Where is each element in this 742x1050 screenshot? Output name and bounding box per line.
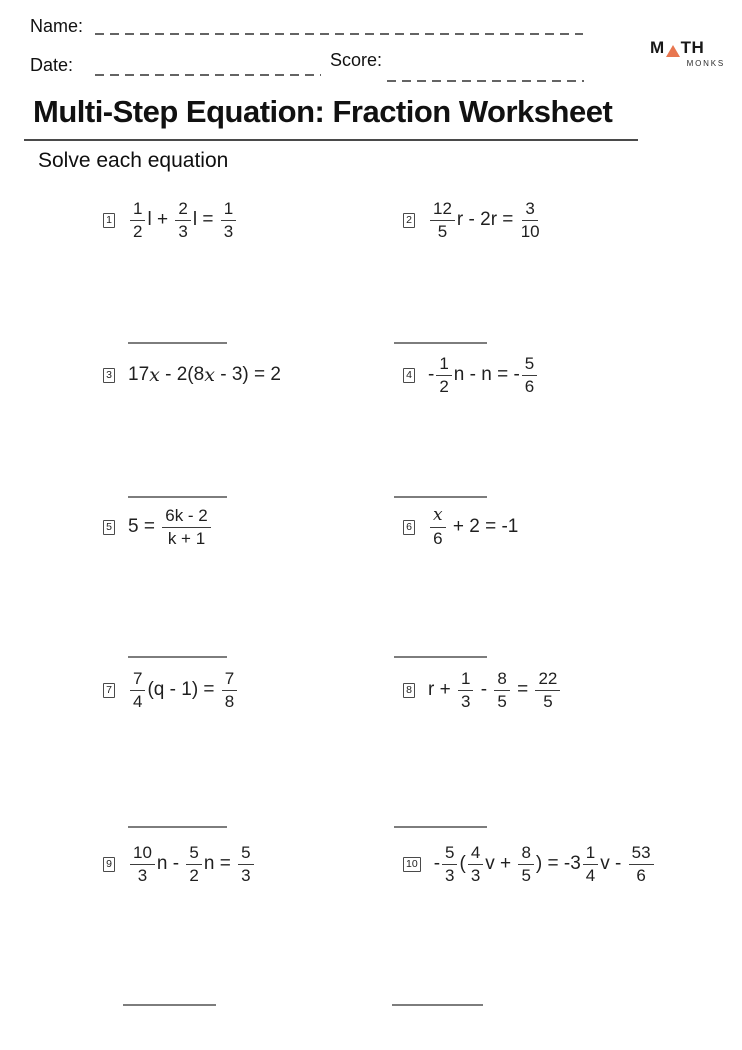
equation-fraction: $\frac{53}{6}$ [629, 844, 654, 885]
equation-4 [428, 355, 539, 396]
answer-line [128, 826, 227, 828]
equation-text: - 2(8 [159, 364, 205, 385]
equation-text: n - n = - [453, 364, 520, 385]
score-blank-line [387, 80, 584, 82]
answer-line [392, 1004, 483, 1006]
equation-fraction: $\frac{10}{3}$ [130, 844, 155, 885]
equation-text: n - [156, 853, 185, 874]
equation-fraction: $\frac{5}{3}$ [238, 844, 253, 885]
equation-6 [428, 504, 519, 548]
equation-text: v - [600, 853, 627, 874]
equation-fraction: $\frac{x}{6}$ [430, 507, 446, 548]
equation-fraction: $\frac{1}{4}$ [583, 844, 598, 885]
problem-number: 4 [403, 368, 415, 383]
answer-line [128, 496, 227, 498]
problem-4 [403, 347, 539, 403]
title-underline [24, 139, 638, 141]
answer-line [128, 656, 227, 658]
answer-line [394, 496, 487, 498]
problem-7 [103, 662, 239, 718]
equation-text: l + [147, 209, 174, 230]
problem-number: 6 [403, 520, 415, 535]
equation-text: ) = -3 [535, 853, 581, 874]
logo-wordmark [650, 38, 726, 58]
problem-number: 2 [403, 213, 415, 228]
equation-fraction: $\frac{1}{2}$ [436, 355, 451, 396]
problem-8 [403, 662, 562, 718]
equation-fraction: $\frac{1}{2}$ [130, 200, 145, 241]
problem-1 [103, 192, 238, 248]
equation-text: - [475, 679, 493, 700]
problem-number: 7 [103, 683, 115, 698]
answer-line [123, 1004, 216, 1006]
equation-fraction: $\frac{7}{8}$ [222, 670, 237, 711]
equation-text: r + [428, 679, 456, 700]
equation-text: + 2 = -1 [447, 516, 519, 537]
date-blank-line [95, 74, 321, 76]
equation-text: 5 = [128, 516, 161, 537]
equation-text: - 3) = 2 [214, 364, 281, 385]
problem-number: 9 [103, 857, 115, 872]
equation-fraction: $\frac{5}{6}$ [522, 355, 537, 396]
problem-10 [403, 836, 656, 892]
equation-8 [428, 670, 562, 711]
equation-text: r - 2r = [456, 209, 519, 230]
problem-6 [403, 499, 518, 555]
equation-fraction: $\frac{1}{3}$ [221, 200, 236, 241]
date-label: Date: [30, 55, 74, 75]
problem-number: 1 [103, 213, 115, 228]
problem-5 [103, 499, 213, 555]
equation-fraction: $\frac{12}{5}$ [430, 200, 455, 241]
logo-triangle-icon [666, 45, 680, 57]
equation-fraction: $\frac{5}{3}$ [442, 844, 457, 885]
equation-fraction: $\frac{3}{10}$ [520, 198, 540, 241]
problem-number: 10 [403, 857, 421, 872]
instruction-text: Solve each equation [38, 149, 229, 172]
equation-text: 17 [128, 364, 150, 385]
equation-fraction: $\frac{7}{4}$ [130, 670, 145, 711]
math-monks-logo [650, 38, 726, 68]
equation-5 [128, 507, 213, 548]
equation-text: ( [459, 853, 466, 874]
problem-9 [103, 836, 256, 892]
equation-fraction: $\frac{8}{5}$ [494, 670, 509, 711]
problem-number: 3 [103, 368, 115, 383]
score-label: Score: [330, 50, 383, 70]
equation-fraction: $\frac{4}{3}$ [468, 844, 483, 885]
equation-7 [128, 670, 239, 711]
problem-number: 8 [403, 683, 415, 698]
equation-fraction: $\frac{8}{5}$ [518, 844, 533, 885]
logo-monks-text: MONKS [686, 59, 725, 68]
equation-text: - [428, 364, 435, 385]
answer-line [394, 656, 487, 658]
logo-letter-m: M [650, 38, 665, 57]
equation-text: v + [485, 853, 517, 874]
equation-fraction: $\frac{5}{2}$ [186, 844, 201, 885]
equation-3 [128, 364, 281, 386]
equation-variable: x [149, 364, 160, 386]
answer-line [128, 342, 227, 344]
equation-fraction: $\frac{22}{5}$ [535, 670, 560, 711]
equation-text: - [433, 853, 441, 874]
equation-text: n = [203, 853, 237, 874]
equation-text: = [511, 679, 534, 700]
problem-3 [103, 347, 281, 403]
equation-variable: x [204, 364, 215, 386]
equation-fraction: $\frac{2}{3}$ [175, 200, 190, 241]
problem-2 [403, 192, 542, 248]
answer-line [394, 826, 487, 828]
equation-9 [128, 844, 256, 885]
equation-text: l = [192, 209, 219, 230]
equation-text: (q - 1) = [147, 679, 220, 700]
equation-fraction: $\frac{6k - 2}{k + 1}$ [162, 507, 211, 548]
equation-fraction: $\frac{1}{3}$ [458, 670, 473, 711]
page-title: Multi-Step Equation: Fraction Worksheet [33, 94, 613, 129]
problem-number: 5 [103, 520, 115, 535]
answer-line [394, 342, 487, 344]
equation-1 [128, 200, 238, 241]
name-label: Name: [30, 16, 84, 36]
logo-letters-th: TH [680, 38, 705, 57]
equation-10 [434, 844, 656, 885]
equation-2 [428, 200, 542, 241]
name-blank-line [95, 33, 583, 35]
